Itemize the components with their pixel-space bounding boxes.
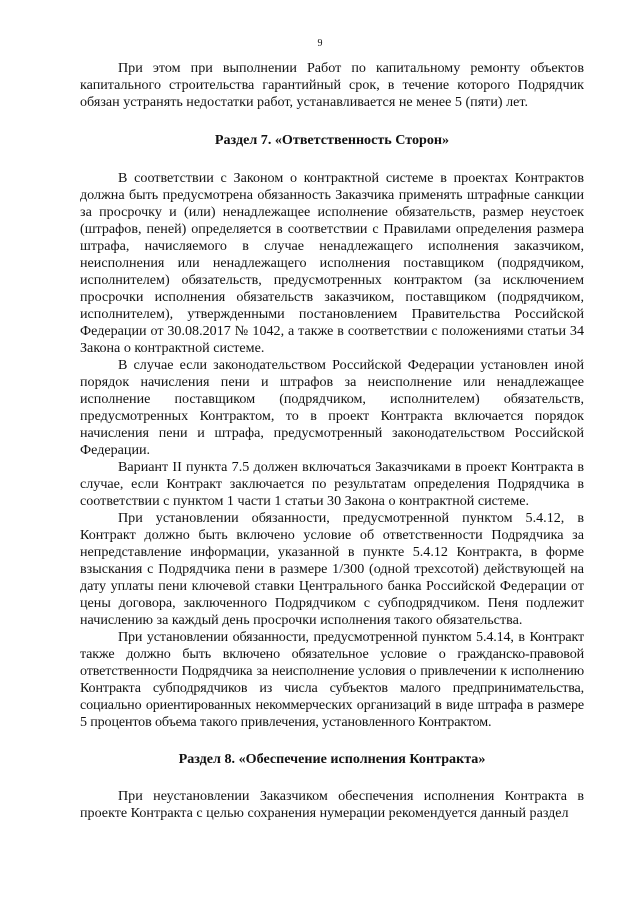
section-7-body	[80, 170, 584, 731]
section-7-paragraph-5: При установлении обязанности, предусмотренной пунктом 5.4.14, в Контракт также должно быть включено обязательное условие о гражданско-правовой ответственности Подрядчика за неисполнение условия о привлечении к исполнению Контракта субподрядчиков из числа субъектов малого предпринимательства, социально ориентированных некоммерческих организаций в виде штрафа в размере 5 процентов объема такого привлечения, установленного Контрактом.	[80, 629, 584, 730]
section-7-title: Раздел 7. «Ответственность Сторон»	[214, 132, 450, 148]
intro-paragraph: При этом при выполнении Работ по капитальному ремонту объектов капитального строительства гарантийный срок, в течение которого Подрядчик обязан устранять недостатки работ, устанавливается не менее 5 (пяти) лет.	[80, 60, 584, 110]
section-7-paragraph-4: При установлении обязанности, предусмотренной пунктом 5.4.12, в Контракт должно быть включено условие об ответственности Подрядчика за непредставление информации, указанной в пункте 5.4.12 Контракта, в форме взыскания с Подрядчика пени в размере 1/300 (одной трехсотой) действующей на дату уплаты пени ключевой ставки Центрального банка Российской Федерации от цены договора, заключенного Подрядчиком с субподрядчиком. Пеня подлежит начислению за каждый день просрочки исполнения такого обязательства.	[80, 510, 584, 628]
page-number: 9	[317, 38, 323, 49]
section-8-title: Раздел 8. «Обеспечение исполнения Контракта»	[178, 751, 486, 767]
section-8-paragraph-1: При неустановлении Заказчиком обеспечения исполнения Контракта в проекте Контракта с целью сохранения нумерации рекомендуется данный раздел	[80, 788, 584, 821]
section-7-paragraph-3: Вариант II пункта 7.5 должен включаться Заказчиками в проект Контракта в случае, если Контракт заключается по результатам определения Подрядчика в соответствии с пунктом 1 части 1 статьи 30 Закона о контрактной системе.	[80, 459, 584, 509]
document-body	[80, 60, 584, 822]
section-7-paragraph-2: В случае если законодательством Российской Федерации установлен иной порядок начисления пени и штрафов за неисполнение или ненадлежащее исполнение поставщиком (подрядчиком, исполнителем) обязательств, предусмотренных Контрактом, то в проект Контракта включается порядок начисления пени и штрафа, предусмотренный законодательством Российской Федерации.	[80, 357, 584, 458]
section-8-body	[80, 788, 584, 822]
section-7-paragraph-1: В соответствии с Законом о контрактной системе в проектах Контрактов должна быть предусмотрена обязанность Заказчика применять штрафные санкции за просрочку и (или) ненадлежащее исполнение обязательств, размер неустоек (штрафов, пеней) определяется в соответствии с Правилами определения размера штрафа, начисляемого в случае ненадлежащего исполнения заказчиком, неисполнения или ненадлежащего исполнения поставщиком (подрядчиком, исполнителем) обязательств, предусмотренных контрактом (за исключением просрочки исполнения обязательств заказчиком, поставщиком (подрядчиком, исполнителем), утвержденными постановлением Правительства Российской Федерации от 30.08.2017 № 1042, а также в соответствии с положениями статьи 34 Закона о контрактной системе.	[80, 170, 584, 356]
